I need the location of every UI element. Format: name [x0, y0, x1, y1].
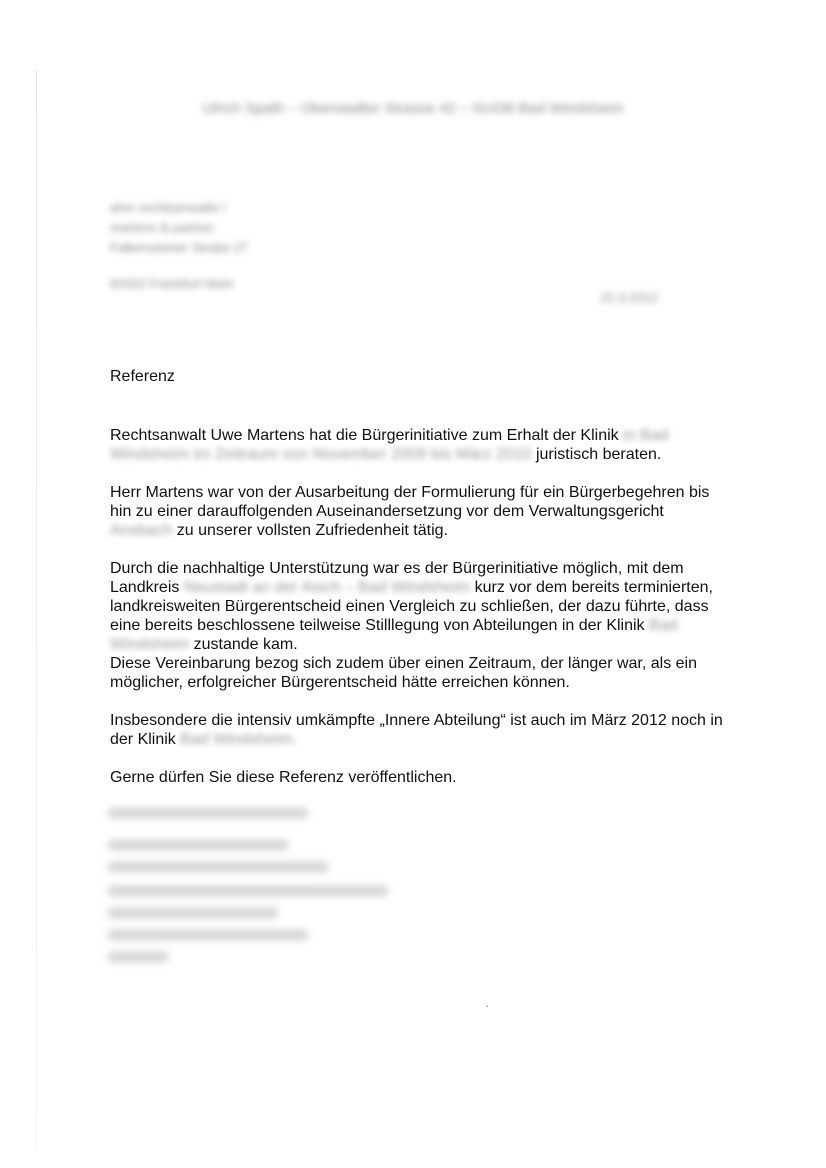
redacted-text: Bad	[649, 617, 678, 634]
recipient-line-3: Falkensteiner Strabe 27	[110, 240, 249, 255]
recipient-line-4: 60322 Frankfurt Main	[110, 276, 234, 291]
recipient-line-1: ahm rechtsanwalte i	[110, 200, 226, 215]
paragraph-5	[110, 711, 730, 749]
redacted-text: Neustadt an der Aisch – Bad Windsheim	[183, 579, 471, 596]
paragraph-1	[110, 426, 730, 464]
letter-subject: Referenz	[110, 368, 175, 385]
paragraph-2	[110, 483, 730, 540]
redacted-text: Ansbach	[110, 522, 173, 539]
redacted-text: Windsheim im Zeitraum von November 2009 bis März 2010	[110, 446, 532, 463]
paragraph-6: Gerne dürfen Sie diese Referenz veröffentlichen.	[110, 769, 457, 786]
p3-text-c: zustande kam.	[193, 636, 298, 653]
letter-date: 15.3.2012	[600, 290, 658, 305]
paragraph-3	[110, 559, 730, 654]
recipient-address	[110, 198, 248, 294]
p2-text-a: Herr Martens war von der Ausarbeitung der Formulierung für ein Bürgerbegehren bis hin zu einer darauffolgenden Auseinandersetzung vor dem Verwaltungsgericht	[110, 484, 710, 520]
paragraph-4: Diese Vereinbarung bezog sich zudem über einen Zeitraum, der länger war, als ein möglicher, erfolgreicher Bürgerentscheid hätte erreichen können.	[110, 655, 697, 691]
redacted-text: Windsheim	[110, 636, 190, 653]
sender-line: Ulrich Spath – Oberstadter Strasse 42 – 91438 Bad Windsheim	[202, 100, 624, 117]
p3-text-a: Durch die nachhaltige Unterstützung war es der Bürgerinitiative möglich, mit dem Landkreis	[110, 560, 684, 596]
p2-text-b: zu unserer vollsten Zufriedenheit tätig.	[176, 522, 448, 539]
redacted-text: in Bad	[623, 427, 669, 444]
p1-text-a: Rechtsanwalt Uwe Martens hat die Bürgerinitiative zum Erhalt der Klinik	[110, 427, 619, 444]
scan-speck	[486, 1005, 488, 1007]
letter-body	[110, 426, 730, 806]
recipient-line-2: martens & partner	[110, 220, 215, 235]
p3-text-b: kurz vor dem bereits terminierten, landkreisweiten Bürgerentscheid einen Vergleich zu schließen, der dazu führte, dass eine bereits beschlossene teilweise Stilllegung von Abteilungen in der Klinik	[110, 579, 713, 634]
redacted-signature-block	[108, 800, 408, 980]
p1-text-b: juristisch beraten.	[535, 446, 662, 463]
redacted-text: Bad Windsheim.	[180, 731, 297, 748]
scan-edge	[36, 70, 37, 1150]
p5-text-a: Insbesondere die intensiv umkämpfte „Innere Abteilung“ ist auch im März 2012 noch in der Klinik	[110, 712, 723, 748]
